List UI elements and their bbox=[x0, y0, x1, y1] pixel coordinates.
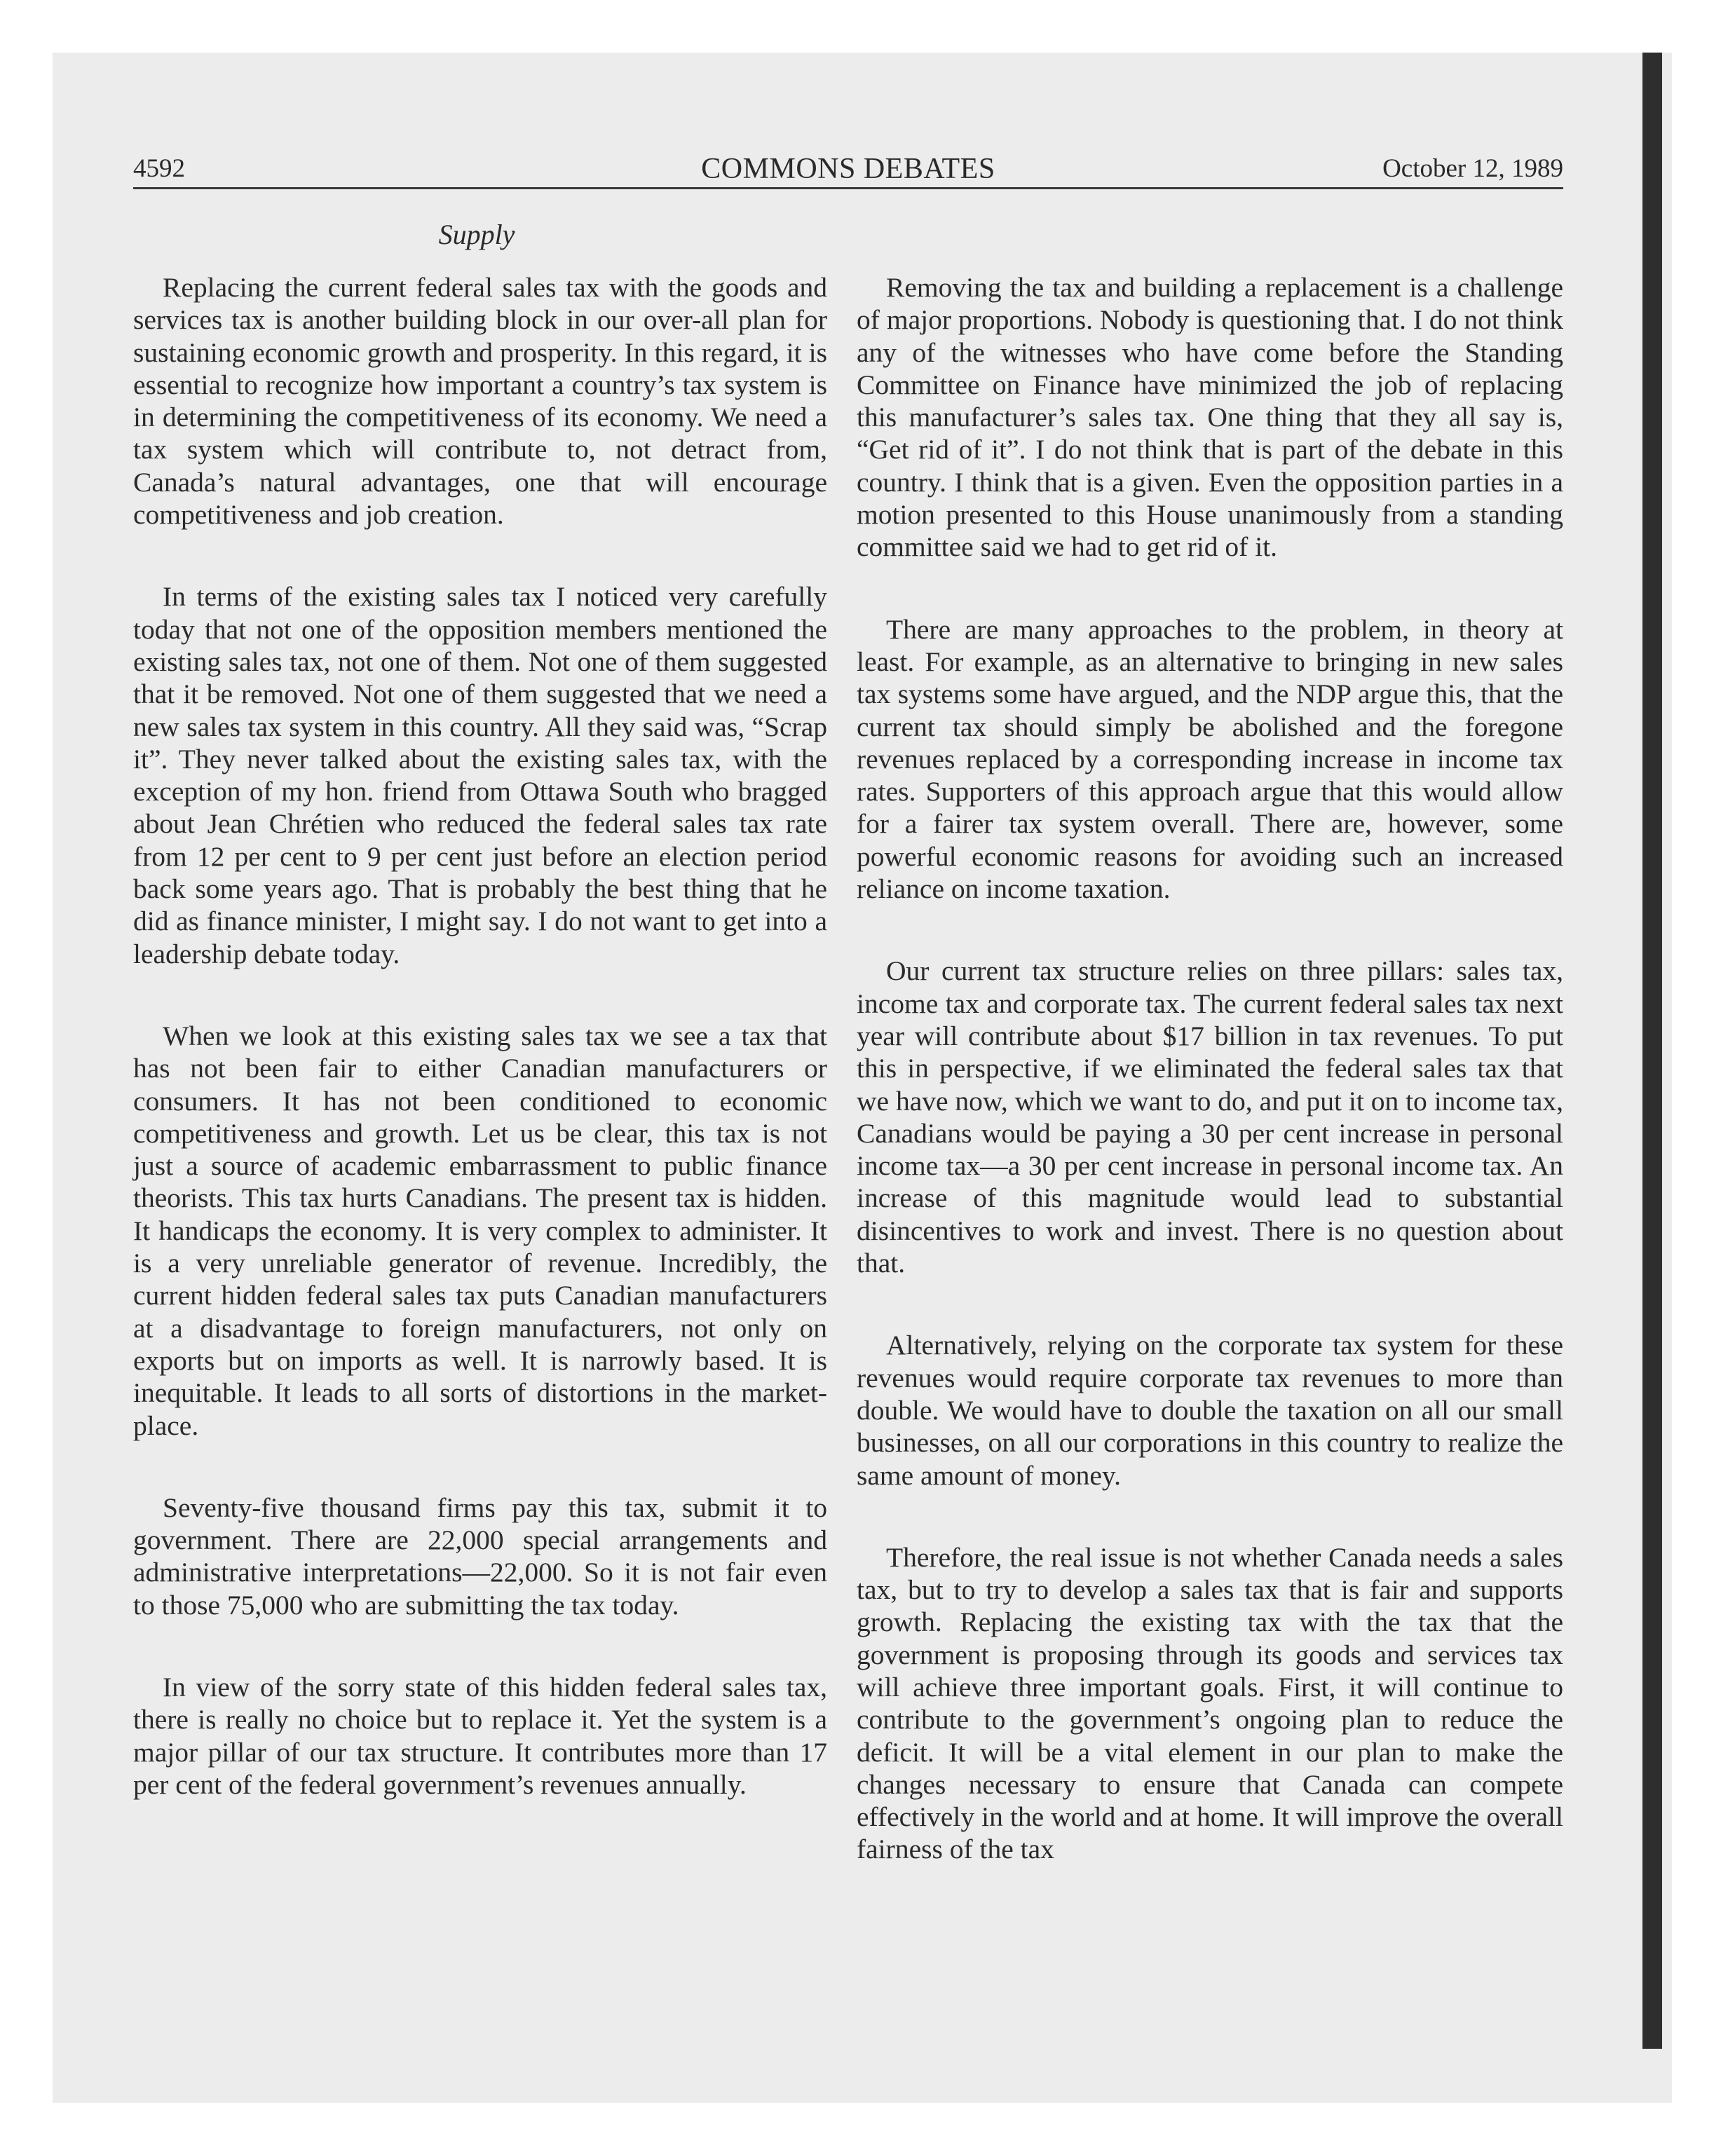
left-column bbox=[133, 271, 827, 1850]
paragraph: In view of the sorry state of this hidden federal sales tax, there is really no choice but to replace it. Yet the system is a major pillar of our tax structure. It contributes more than 17 per cent of the federal government’s revenues annually. bbox=[133, 1671, 827, 1800]
page-header bbox=[133, 144, 1563, 193]
paragraph: In terms of the existing sales tax I noticed very carefully today that not one of the opposition members mentioned the existing sales tax, not one of them. Not one of them suggested that it be removed. Not one of them suggested that we need a new sales tax system in this country. All they said was, “Scrap it”. They never talked about the existing sales tax, with the exception of my hon. friend from Ottawa South who bragged about Jean Chrétien who reduced the federal sales tax rate from 12 per cent to 9 per cent just before an election period back some years ago. That is probably the best thing that he did as finance minister, I might say. I do not want to get into a leadership debate today. bbox=[133, 581, 827, 969]
page-date: October 12, 1989 bbox=[1382, 154, 1563, 183]
section-title: Supply bbox=[438, 219, 515, 250]
page-number: 4592 bbox=[133, 154, 185, 183]
paragraph: Alternatively, relying on the corporate tax system for these revenues would require corporate tax revenues to more than double. We would have to double the taxation on all our small businesses, on all our corporations in this country to realize the same amount of money. bbox=[857, 1330, 1563, 1491]
header-rule bbox=[133, 187, 1563, 189]
paragraph: Seventy-five thousand firms pay this tax, submit it to government. There are 22,000 special arrangements and administrative interpretations—22,000. So it is not fair even to those 75,000 who are submitting the tax today. bbox=[133, 1492, 827, 1621]
paragraph: There are many approaches to the problem, in theory at least. For example, as an alternative to bringing in new sales tax systems some have argued, and the NDP argue this, that the current tax should simply be abolished and the foregone revenues replaced by a corresponding increase in income tax rates. Supporters of this approach argue that this would allow for a fairer tax system overall. There are, however, some powerful economic reasons for avoiding such an increased reliance on income taxation. bbox=[857, 613, 1563, 905]
right-column bbox=[857, 271, 1563, 1916]
paragraph: Removing the tax and building a replacement is a challenge of major proportions. Nobody is questioning that. I do not think any of the witnesses who have come before the Standing Committee on Finance have minimized the job of replacing this manufacturer’s sales tax. One thing that they all say is, “Get rid of it”. I do not think that is part of the debate in this country. I think that is a given. Even the opposition parties in a motion presented to this House unanimously from a standing committee said we had to get rid of it. bbox=[857, 272, 1563, 563]
paragraph: Replacing the current federal sales tax with the goods and services tax is another building block in our over-all plan for sustaining economic growth and prosperity. In this regard, it is essential to recognize how important a country’s tax system is in determining the competitiveness of its economy. We need a tax system which will contribute to, not detract from, Canada’s natural advantages, one that will encourage competitiveness and job creation. bbox=[133, 272, 827, 531]
scan-edge-bar bbox=[1642, 53, 1662, 2049]
publication-title: COMMONS DEBATES bbox=[701, 153, 995, 185]
paragraph: Our current tax structure relies on three pillars: sales tax, income tax and corporate tax. The current federal sales tax next year will contribute about $17 billion in tax revenues. To put this in perspective, if we eliminated the federal sales tax that we have now, which we want to do, and put it on to income tax, Canadians would be paying a 30 per cent increase in personal income tax—a 30 per cent increase in personal income tax. An increase of this magnitude would lead to substantial disincentives to work and invest. There is no question about that. bbox=[857, 955, 1563, 1279]
paragraph: When we look at this existing sales tax we see a tax that has not been fair to either Canadian manufacturers or consumers. It has not been conditioned to economic competitiveness and growth. Let us be clear, this tax is not just a source of academic embarrassment to public finance theorists. This tax hurts Canadians. The present tax is hidden. It handicaps the economy. It is very complex to administer. It is a very unreliable generator of revenue. Incredibly, the current hidden federal sales tax puts Canadian manufacturers at a disadvantage to foreign manufacturers, not only on exports but on imports as well. It is narrowly based. It is inequitable. It leads to all sorts of distortions in the market-place. bbox=[133, 1020, 827, 1441]
paragraph: Therefore, the real issue is not whether Canada needs a sales tax, but to try to develop a sales tax that is fair and supports growth. Replacing the existing tax with the tax that the government is proposing through its goods and services tax will achieve three important goals. First, it will continue to contribute to the government’s ongoing plan to reduce the deficit. It will be a vital element in our plan to make the changes necessary to ensure that Canada can compete effectively in the world and at home. It will improve the overall fairness of the tax bbox=[857, 1541, 1563, 1865]
